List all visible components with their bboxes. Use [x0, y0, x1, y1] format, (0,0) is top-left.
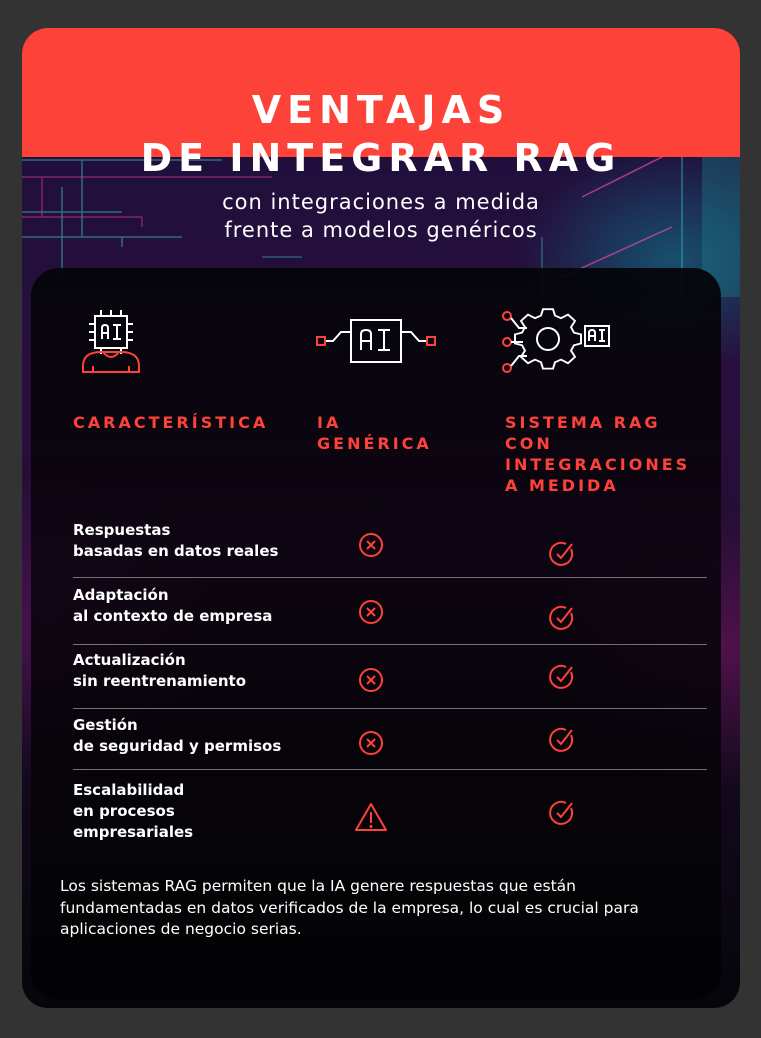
column-header-line: INTEGRACIONES — [505, 455, 691, 474]
column-header-line: IA — [317, 413, 342, 432]
row-label-line: empresariales — [73, 823, 194, 841]
row-divider — [73, 708, 707, 709]
row-label-line: Gestión — [73, 716, 138, 734]
x-circle-icon — [358, 532, 384, 558]
check-circle-icon — [549, 664, 575, 690]
row-label-line: al contexto de empresa — [73, 607, 273, 625]
table-row-label — [73, 650, 246, 692]
check-circle-icon — [549, 727, 575, 753]
check-circle-icon — [549, 541, 575, 567]
column-header-line: CON — [505, 434, 553, 453]
ai-chip-person-icon — [79, 308, 143, 374]
row-divider — [73, 769, 707, 770]
row-label-line: en procesos — [73, 802, 175, 820]
row-label-line: sin reentrenamiento — [73, 672, 247, 690]
page-subtitle — [22, 188, 740, 244]
column-header-line: A MEDIDA — [505, 476, 619, 495]
x-circle-icon — [358, 599, 384, 625]
column-header-line: SISTEMA RAG — [505, 413, 661, 432]
page-title — [22, 86, 740, 182]
footer-note: Los sistemas RAG permiten que la IA genere respuestas que están fundamentadas en datos verificados de la empresa, lo cual es crucial para aplicaciones de negocio serias. — [60, 877, 639, 938]
column-header-line: GENÉRICA — [317, 434, 432, 453]
table-row-label — [73, 520, 278, 562]
row-divider — [73, 644, 707, 645]
ai-box-connector-icon — [315, 318, 441, 364]
row-label-line: Actualización — [73, 651, 186, 669]
subtitle-line-2: frente a modelos genéricos — [224, 218, 538, 242]
x-circle-icon — [358, 730, 384, 756]
row-label-line: basadas en datos reales — [73, 542, 279, 560]
title-line-1: VENTAJAS — [251, 88, 511, 132]
table-row-label — [73, 585, 272, 627]
table-row-label — [73, 780, 193, 843]
infographic-card — [22, 28, 740, 1008]
column-header-feature — [73, 412, 268, 433]
column-header-generic-ai — [317, 412, 432, 454]
row-label-line: de seguridad y permisos — [73, 737, 282, 755]
check-circle-icon — [549, 800, 575, 826]
gear-network-ai-icon — [501, 308, 613, 376]
column-header-rag-system — [505, 412, 690, 496]
x-circle-icon — [358, 667, 384, 693]
subtitle-line-1: con integraciones a medida — [222, 190, 540, 214]
table-row-label — [73, 715, 281, 757]
warning-triangle-icon — [354, 802, 388, 832]
row-label-line: Escalabilidad — [73, 781, 185, 799]
row-label-line: Respuestas — [73, 521, 171, 539]
column-header-line: CARACTERÍSTICA — [73, 413, 269, 432]
check-circle-icon — [549, 605, 575, 631]
title-line-2: DE INTEGRAR RAG — [140, 136, 622, 180]
row-label-line: Adaptación — [73, 586, 169, 604]
row-divider — [73, 577, 707, 578]
